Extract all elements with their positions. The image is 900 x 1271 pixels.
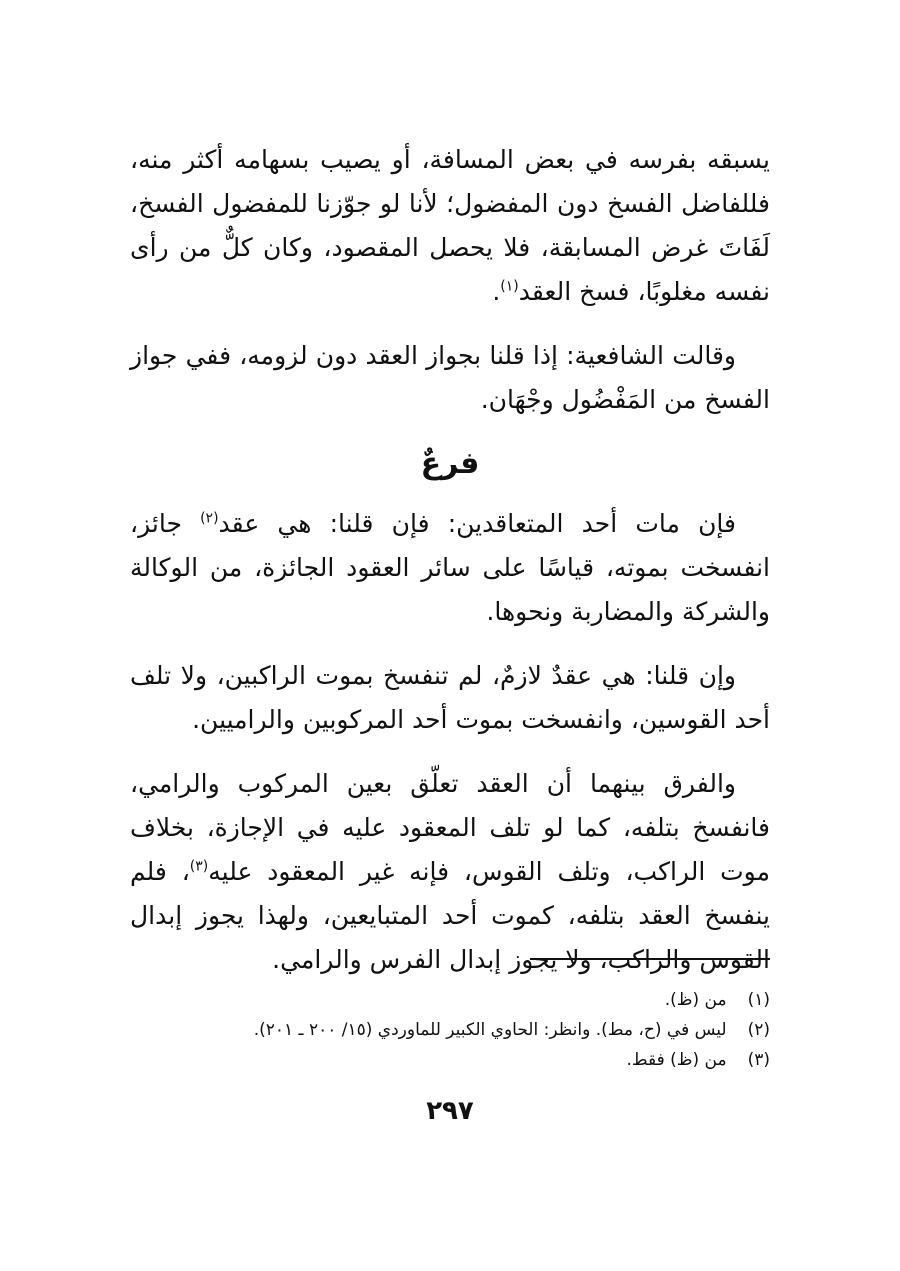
paragraph-1-text: يسبقه بفرسه في بعض المسافة، أو يصيب بسهامه أكثر منه، فللفاضل الفسخ دون المفضول؛ لأنا لو جوّزنا للمفضول الفسخ، لَفَاتَ غرض المسابقة، فلا يحصل المقصود، وكان كلٌّ من رأى نفسه مغلوبًا، فسخ العقد	[130, 145, 770, 306]
footnote-1-number: (١)	[747, 990, 770, 1010]
paragraph-5	[130, 762, 770, 982]
footnote-2	[130, 1015, 770, 1045]
footnote-2-text: ليس في (ح، مط). وانظر: الحاوي الكبير للماوردي (١٥/ ٢٠٠ ـ ٢٠١).	[253, 1020, 727, 1040]
paragraph-3-text: فإن مات أحد المتعاقدين: فإن قلنا: هي عقد	[218, 509, 736, 538]
paragraph-3	[130, 502, 770, 634]
footnote-3	[130, 1045, 770, 1075]
paragraph-5-text: والفرق بينهما أن العقد تعلّق بعين المركوب والرامي، فانفسخ بتلفه، كما لو تلف المعقود عليه في الإجازة، بخلاف موت الراكب، وتلف القوس، فإنه غير المعقود عليه	[130, 769, 770, 886]
section-heading: فرعٌ	[420, 446, 480, 481]
footnote-separator	[530, 958, 770, 960]
footnotes	[130, 985, 770, 1075]
paragraph-1-end: .	[492, 277, 501, 306]
footnote-ref-3[interactable]: (٣)	[189, 858, 209, 875]
footnote-ref-1[interactable]: (١)	[500, 278, 519, 295]
paragraph-3-rest: جائز، انفسخت بموته، قياسًا على سائر العقود الجائزة، من الوكالة والشركة والمضاربة ونحوها.	[130, 509, 770, 626]
footnote-2-number: (٢)	[747, 1020, 770, 1040]
paragraph-5-rest: ، فلم ينفسخ العقد بتلفه، كموت أحد المتبايعين، ولهذا يجوز إبدال القوس والراكب، ولا يجوز إبدال الفرس والرامي.	[130, 857, 770, 974]
footnote-1-text: من (ظ).	[664, 990, 727, 1010]
footnote-3-number: (٣)	[747, 1050, 770, 1070]
paragraph-2: وقالت الشافعية: إذا قلنا بجواز العقد دون لزومه، ففي جواز الفسخ من المَفْضُول وجْهَان.	[130, 341, 770, 414]
page-body	[130, 138, 770, 1002]
footnote-1	[130, 985, 770, 1015]
paragraph-4: وإن قلنا: هي عقدٌ لازمٌ، لم تنفسخ بموت الراكبين، ولا تلف أحد القوسين، وانفسخت بموت أحد المركوبين والراميين.	[130, 661, 770, 734]
footnote-ref-2[interactable]: (٢)	[200, 510, 219, 527]
footnote-3-text: من (ظ) فقط.	[626, 1050, 727, 1070]
page-number: ٢٩٧	[426, 1096, 474, 1126]
paragraph-1	[130, 138, 770, 314]
